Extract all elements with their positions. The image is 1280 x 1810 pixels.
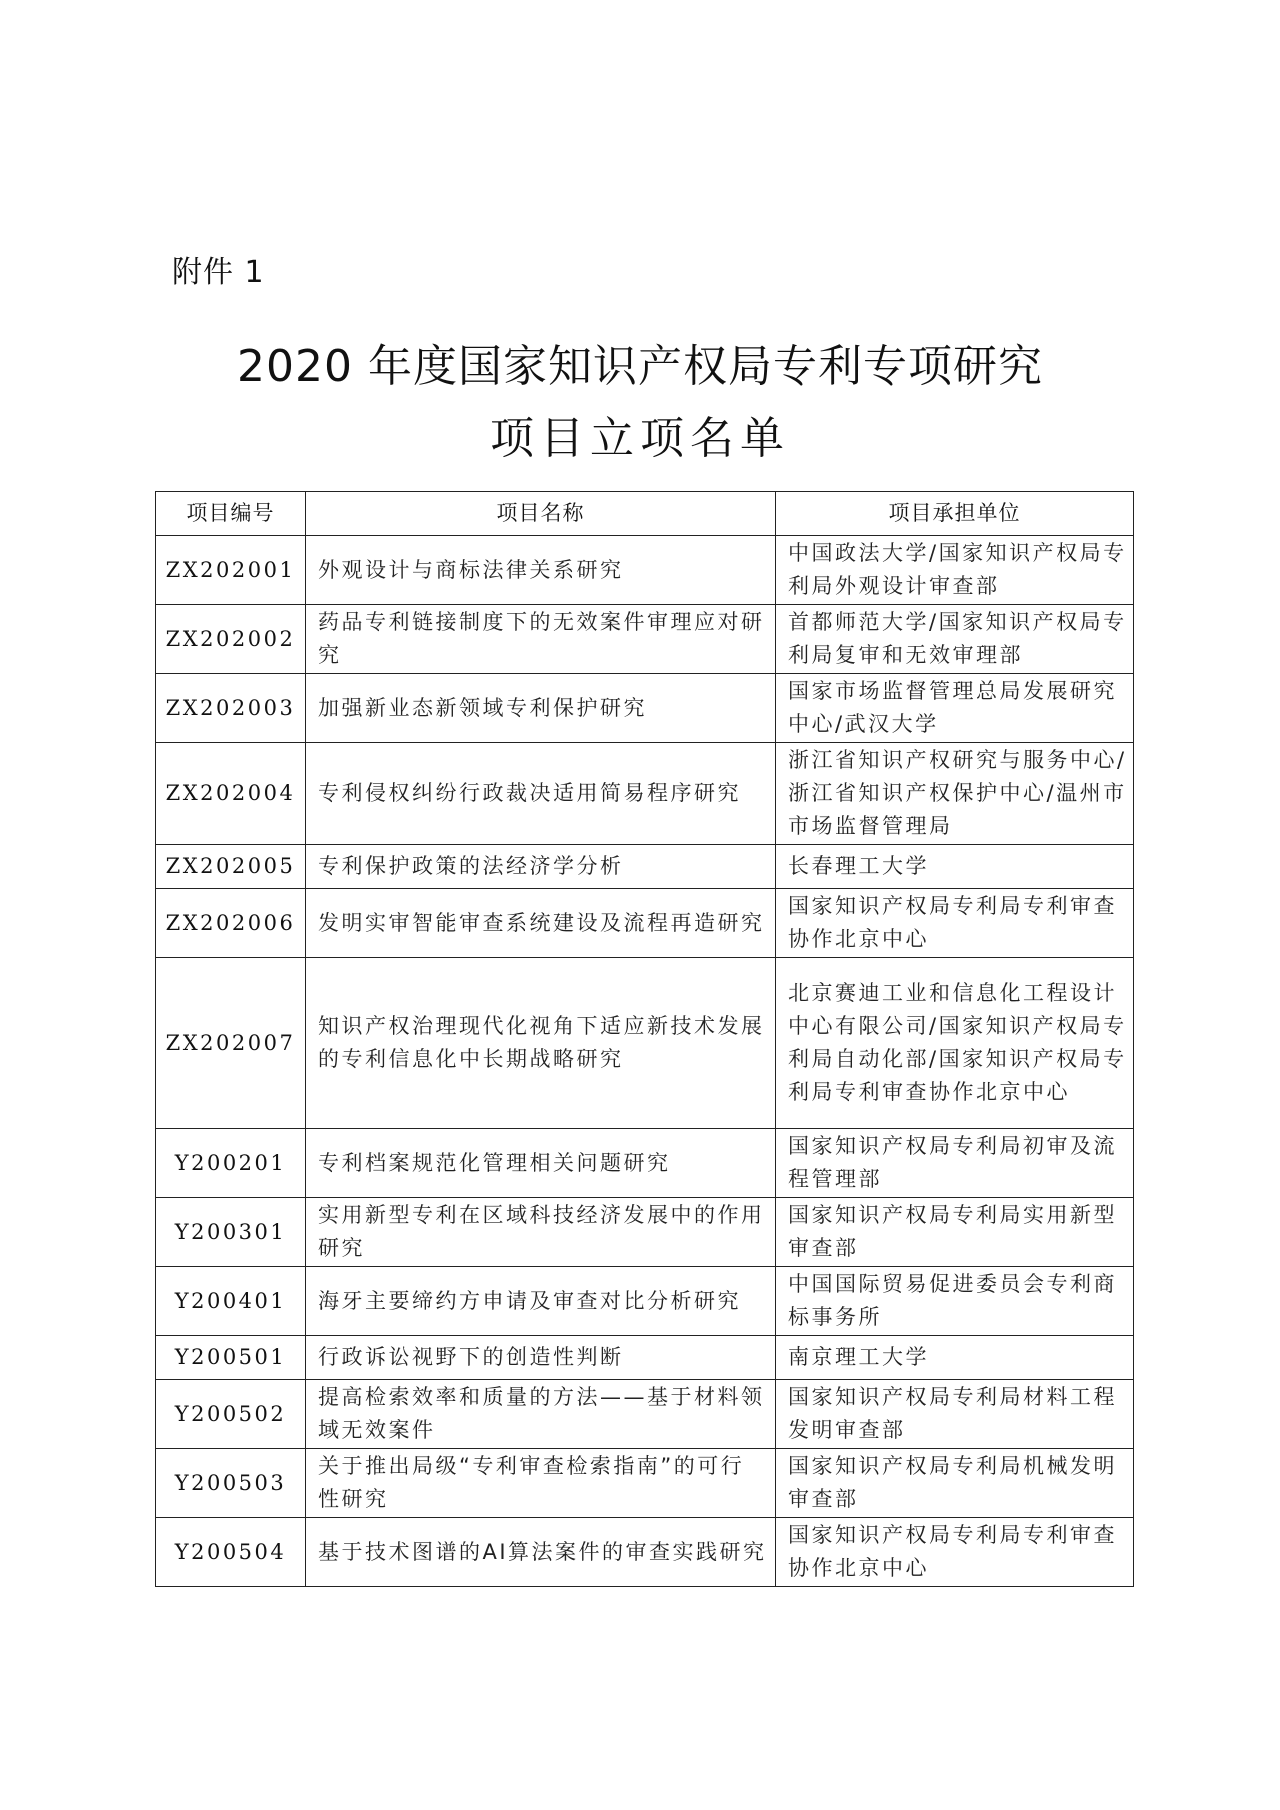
project-id: ZX202002	[156, 605, 306, 674]
project-id: ZX202004	[156, 743, 306, 845]
table-row	[156, 958, 1134, 1129]
table-row	[156, 1336, 1134, 1380]
table-row	[156, 1267, 1134, 1336]
project-unit: 浙江省知识产权研究与服务中心/浙江省知识产权保护中心/温州市市场监督管理局	[776, 743, 1134, 845]
table-row	[156, 605, 1134, 674]
document-title: 2020 年度国家知识产权局专利专项研究	[237, 341, 1043, 392]
project-unit: 国家知识产权局专利局实用新型审查部	[776, 1198, 1134, 1267]
project-id: Y200201	[156, 1129, 306, 1198]
table-header-row	[156, 492, 1134, 536]
header-project-id: 项目编号	[156, 492, 306, 536]
project-name: 发明实审智能审查系统建设及流程再造研究	[306, 889, 776, 958]
project-id: Y200301	[156, 1198, 306, 1267]
project-name: 实用新型专利在区域科技经济发展中的作用研究	[306, 1198, 776, 1267]
project-unit: 首都师范大学/国家知识产权局专利局复审和无效审理部	[776, 605, 1134, 674]
project-name: 基于技术图谱的AI算法案件的审查实践研究	[306, 1518, 776, 1587]
project-name: 知识产权治理现代化视角下适应新技术发展的专利信息化中长期战略研究	[306, 958, 776, 1129]
project-id: Y200503	[156, 1449, 306, 1518]
project-name: 外观设计与商标法律关系研究	[306, 536, 776, 605]
project-id: ZX202001	[156, 536, 306, 605]
project-name: 专利保护政策的法经济学分析	[306, 845, 776, 889]
table-row	[156, 1449, 1134, 1518]
project-unit: 北京赛迪工业和信息化工程设计中心有限公司/国家知识产权局专利局自动化部/国家知识产权局专利局专利审查协作北京中心	[776, 958, 1134, 1129]
table-row	[156, 743, 1134, 845]
project-unit: 国家市场监督管理总局发展研究中心/武汉大学	[776, 674, 1134, 743]
project-unit: 中国政法大学/国家知识产权局专利局外观设计审查部	[776, 536, 1134, 605]
project-name: 关于推出局级“专利审查检索指南”的可行性研究	[306, 1449, 776, 1518]
table-row	[156, 1380, 1134, 1449]
project-name: 药品专利链接制度下的无效案件审理应对研究	[306, 605, 776, 674]
project-name: 提高检索效率和质量的方法——基于材料领域无效案件	[306, 1380, 776, 1449]
table-row	[156, 889, 1134, 958]
project-id: ZX202005	[156, 845, 306, 889]
table-row	[156, 674, 1134, 743]
table-row	[156, 845, 1134, 889]
table-row	[156, 1518, 1134, 1587]
project-id: Y200504	[156, 1518, 306, 1587]
project-id: ZX202006	[156, 889, 306, 958]
header-project-name: 项目名称	[306, 492, 776, 536]
project-id: ZX202007	[156, 958, 306, 1129]
table-row	[156, 1129, 1134, 1198]
project-unit: 国家知识产权局专利局专利审查协作北京中心	[776, 1518, 1134, 1587]
projects-table	[155, 491, 1134, 1587]
project-id: Y200401	[156, 1267, 306, 1336]
table-row	[156, 1198, 1134, 1267]
project-unit: 国家知识产权局专利局机械发明审查部	[776, 1449, 1134, 1518]
project-name: 专利侵权纠纷行政裁决适用简易程序研究	[306, 743, 776, 845]
project-name: 海牙主要缔约方申请及审查对比分析研究	[306, 1267, 776, 1336]
project-name: 行政诉讼视野下的创造性判断	[306, 1336, 776, 1380]
document-subtitle: 项目立项名单	[490, 413, 790, 464]
project-unit: 南京理工大学	[776, 1336, 1134, 1380]
table-row	[156, 536, 1134, 605]
project-unit: 国家知识产权局专利局材料工程发明审查部	[776, 1380, 1134, 1449]
project-unit: 国家知识产权局专利局初审及流程管理部	[776, 1129, 1134, 1198]
project-unit: 长春理工大学	[776, 845, 1134, 889]
project-name: 加强新业态新领域专利保护研究	[306, 674, 776, 743]
project-unit: 中国国际贸易促进委员会专利商标事务所	[776, 1267, 1134, 1336]
attachment-label: 附件 1	[172, 255, 265, 290]
project-name: 专利档案规范化管理相关问题研究	[306, 1129, 776, 1198]
project-id: Y200501	[156, 1336, 306, 1380]
project-unit: 国家知识产权局专利局专利审查协作北京中心	[776, 889, 1134, 958]
header-project-unit: 项目承担单位	[776, 492, 1134, 536]
project-id: ZX202003	[156, 674, 306, 743]
project-id: Y200502	[156, 1380, 306, 1449]
